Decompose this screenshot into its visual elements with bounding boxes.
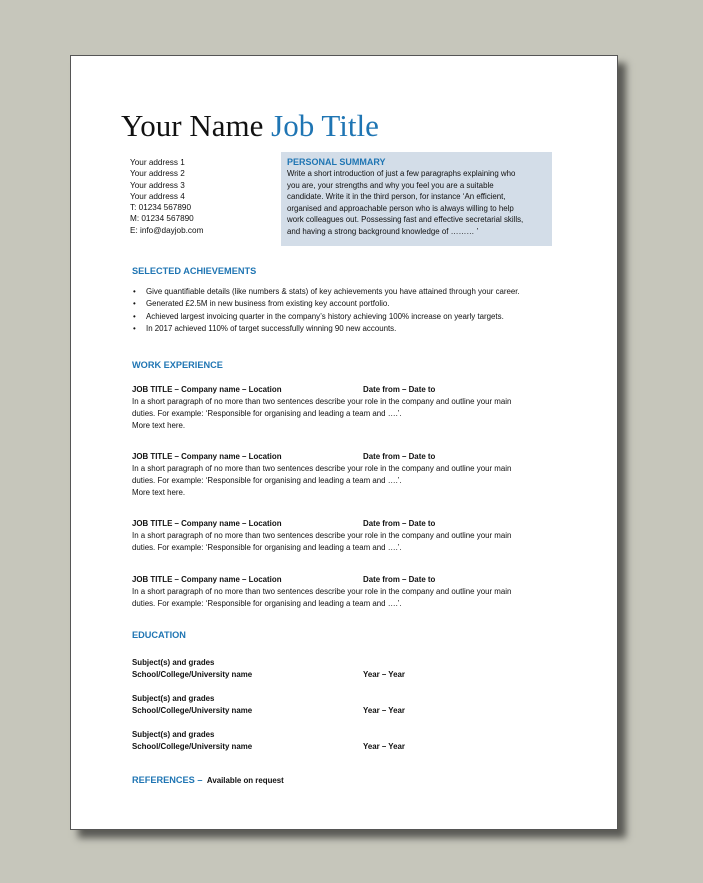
mobile: M: 01234 567890 — [130, 214, 194, 224]
job-dates: Date from – Date to — [363, 385, 436, 394]
email: E: info@dayjob.com — [130, 225, 204, 235]
summary-line: you are, your strengths and why you feel you are a suitable — [287, 180, 494, 190]
summary-line: work colleagues out. Possessing fast and effective secretarial skills, — [287, 215, 524, 225]
address-line-3: Your address 3 — [130, 180, 185, 190]
achievement-item: • In 2017 achieved 110% of target successfully winning 90 new accounts. — [132, 323, 562, 335]
achievement-item: • Generated £2.5M in new business from existing key account portfolio. — [132, 298, 562, 310]
job-description-line: duties. For example: ‘Responsible for organising and leading a team and ….’. — [132, 598, 402, 608]
education-subject: Subject(s) and grades — [132, 730, 215, 739]
summary-line: candidate. Write it in the third person, for instance ‘An efficient, — [287, 192, 506, 202]
job-header — [132, 518, 552, 530]
summary-line: organised and approachable person who is always willing to help — [287, 203, 514, 213]
bullet-icon: • — [133, 287, 136, 296]
job-description-line: More text here. — [132, 487, 186, 497]
job-entry — [132, 451, 552, 498]
job-dates: Date from – Date to — [363, 575, 436, 584]
education-entry — [132, 729, 452, 753]
job-title: JOB TITLE – Company name – Location — [132, 519, 282, 528]
job-entry — [132, 574, 552, 610]
education-years: Year – Year — [363, 706, 405, 715]
address-line-4: Your address 4 — [130, 191, 185, 201]
education-school: School/College/University name — [132, 706, 253, 715]
education-years: Year – Year — [363, 670, 405, 679]
achievements-list — [132, 286, 562, 336]
education-entry — [132, 693, 452, 717]
contact-block — [130, 157, 203, 236]
telephone: T: 01234 567890 — [130, 203, 192, 213]
job-header — [132, 574, 552, 586]
education-school-row — [132, 669, 452, 681]
bullet-icon: • — [133, 299, 136, 309]
personal-summary-heading: PERSONAL SUMMARY — [287, 157, 386, 167]
achievements-heading: SELECTED ACHIEVEMENTS — [132, 266, 257, 276]
job-description-line: In a short paragraph of no more than two sentences describe your role in the company and outline your main — [132, 587, 512, 596]
education-school-row — [132, 741, 452, 753]
bullet-icon: • — [133, 324, 136, 334]
education-subject: Subject(s) and grades — [132, 694, 215, 703]
job-dates: Date from – Date to — [363, 452, 436, 461]
references-heading: REFERENCES – — [132, 775, 203, 785]
education-years: Year – Year — [363, 742, 405, 751]
job-title: JOB TITLE – Company name – Location — [132, 575, 282, 584]
job-description-line: duties. For example: ‘Responsible for organising and leading a team and ….’. — [132, 542, 402, 552]
address-line-2: Your address 2 — [130, 169, 185, 179]
job-entry — [132, 518, 552, 554]
job-title: JOB TITLE – Company name – Location — [132, 385, 282, 394]
work-experience-heading: WORK EXPERIENCE — [132, 360, 223, 370]
candidate-name: Your Name — [121, 108, 264, 143]
job-description-line: duties. For example: ‘Responsible for organising and leading a team and ….’. — [132, 408, 402, 418]
education-heading: EDUCATION — [132, 630, 186, 640]
job-description-line: In a short paragraph of no more than two sentences describe your role in the company and outline your main — [132, 531, 512, 540]
cv-title — [121, 110, 379, 141]
job-description-line: More text here. — [132, 420, 186, 430]
job-header — [132, 384, 552, 396]
education-subject: Subject(s) and grades — [132, 658, 215, 667]
references-line — [132, 773, 284, 787]
achievement-item: • Give quantifiable details (like numbers & stats) of key achievements you have attained through your career. — [132, 286, 562, 298]
job-title: JOB TITLE – Company name – Location — [132, 452, 282, 461]
education-school: School/College/University name — [132, 670, 253, 679]
job-description-line: In a short paragraph of no more than two sentences describe your role in the company and outline your main — [132, 397, 512, 406]
job-dates: Date from – Date to — [363, 519, 436, 528]
achievement-item: • Achieved largest invoicing quarter in the company’s history achieving 100% increase on yearly targets. — [132, 311, 562, 323]
summary-line: Write a short introduction of just a few paragraphs explaining who — [287, 169, 516, 178]
candidate-job-title: Job Title — [271, 108, 379, 143]
job-header — [132, 451, 552, 463]
bullet-icon: • — [133, 311, 136, 321]
address-line-1: Your address 1 — [130, 158, 185, 167]
summary-line: and having a strong background knowledge of ……… ’ — [287, 226, 479, 236]
education-school: School/College/University name — [132, 742, 253, 751]
personal-summary-box — [281, 152, 552, 246]
personal-summary-text — [287, 168, 546, 238]
references-value: Available on request — [206, 776, 284, 785]
job-entry — [132, 384, 552, 431]
job-description-line: In a short paragraph of no more than two sentences describe your role in the company and outline your main — [132, 464, 512, 473]
job-description-line: duties. For example: ‘Responsible for organising and leading a team and ….’. — [132, 475, 402, 485]
education-school-row — [132, 705, 452, 717]
education-entry — [132, 657, 452, 681]
